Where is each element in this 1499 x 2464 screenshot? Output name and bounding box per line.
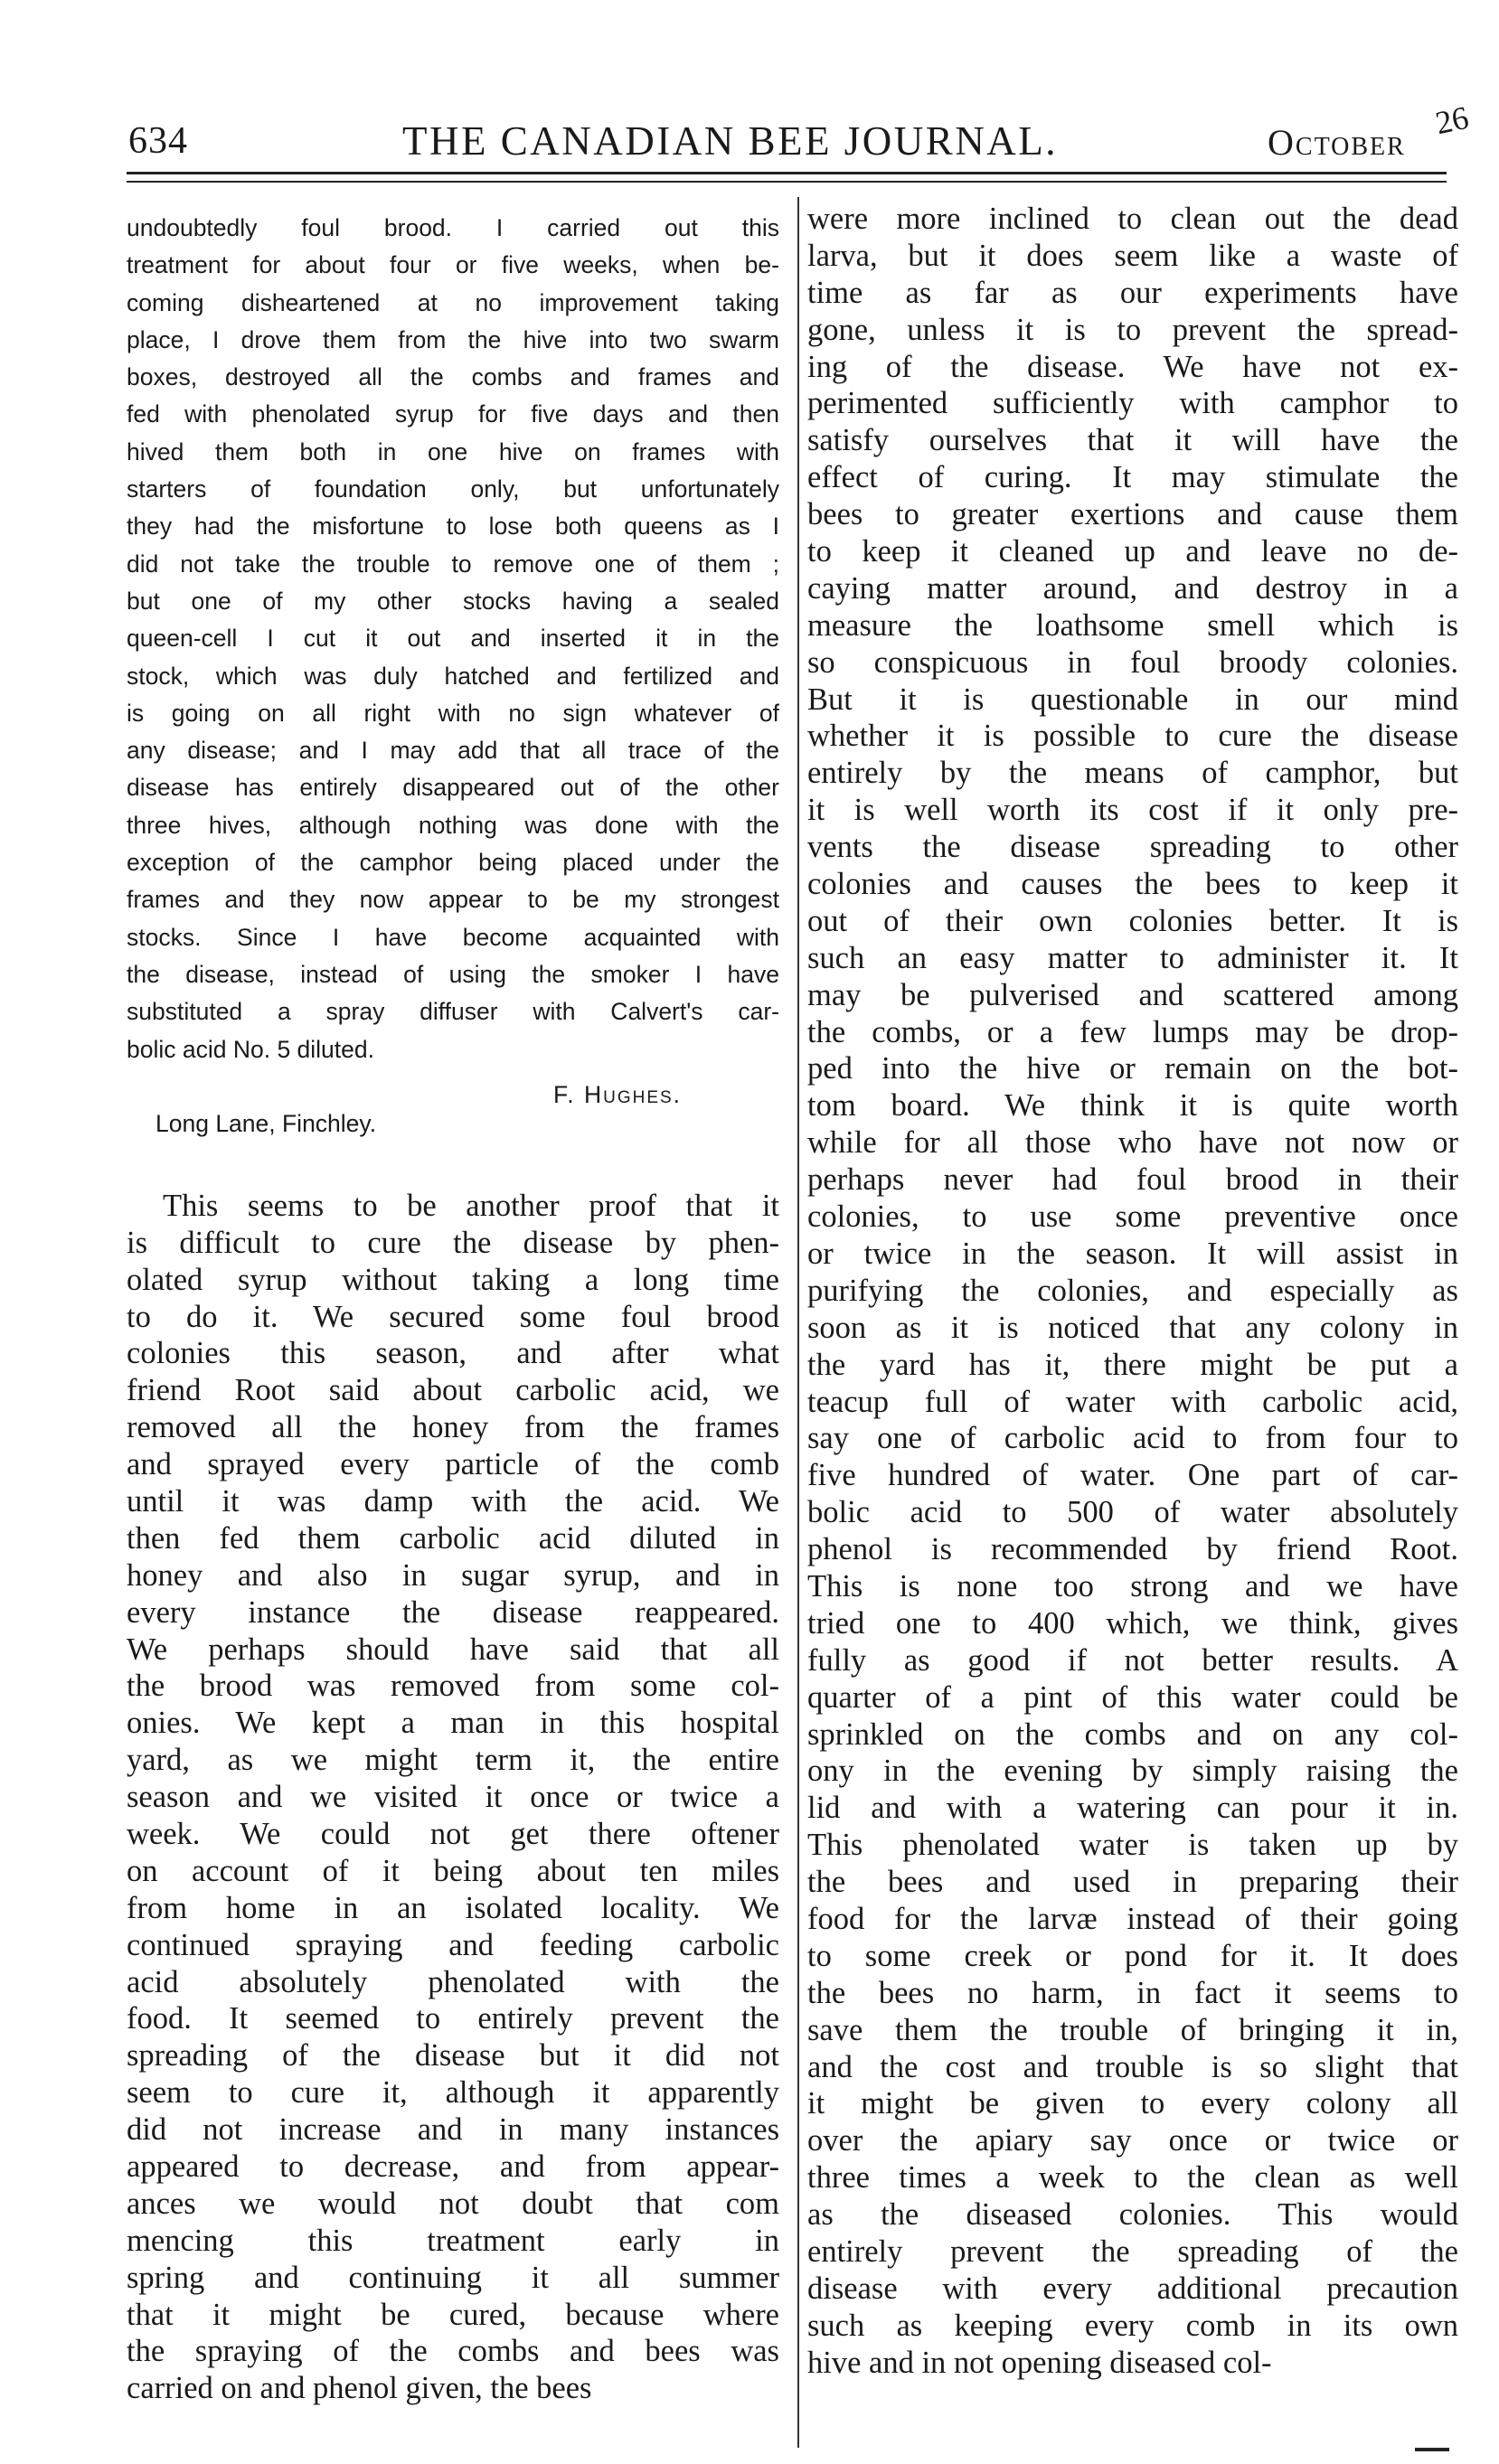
text-line: substituted a spray diffuser with Calvert's car-	[127, 998, 779, 1026]
text-line: carried on and phenol given, the bees	[127, 2371, 592, 2406]
text-line: or twice in the season. It will assist in	[807, 1236, 1458, 1271]
text-line: week. We could not get there oftener	[127, 1816, 779, 1851]
text-line: to keep it cleaned up and leave no de-	[807, 534, 1458, 569]
text-line: coming disheartened at no improvement taking	[127, 288, 779, 316]
text-line: tried one to 400 which, we think, gives	[807, 1605, 1458, 1641]
text-line: friend Root said about carbolic acid, we	[127, 1373, 779, 1408]
text-line: exception of the camphor being placed under the	[127, 849, 779, 877]
letter-location: Long Lane, Finchley.	[156, 1109, 377, 1137]
text-line: three hives, although nothing was done with the	[127, 811, 779, 839]
text-line: spring and continuing it all summer	[127, 2260, 779, 2295]
text-line: bees to greater exertions and cause them	[807, 497, 1458, 532]
text-line: quarter of a pint of this water could be	[807, 1679, 1458, 1715]
text-line: three times a week to the clean as well	[807, 2160, 1458, 2196]
text-line: We perhaps should have said that all	[127, 1632, 779, 1667]
text-line: bolic acid No. 5 diluted.	[127, 1035, 374, 1063]
letter-signature-block	[127, 1068, 779, 1137]
text-line: any disease; and I may add that all trace of the	[127, 737, 779, 765]
letter-signature: F. Hughes.	[553, 1080, 683, 1108]
text-line: disease with every additional precaution	[807, 2271, 1458, 2306]
text-line: it is well worth its cost if it only pre-	[807, 793, 1458, 828]
text-line: may be pulverised and scattered among	[807, 977, 1458, 1012]
text-line: then fed them carbolic acid diluted in	[127, 1520, 779, 1556]
text-line: entirely by the means of camphor, but	[807, 756, 1458, 791]
text-line: that it might be cured, because where	[127, 2297, 779, 2332]
text-line: sprinkled on the combs and on any col-	[807, 1716, 1458, 1752]
column-divider	[797, 197, 799, 2448]
text-line: did not increase and in many instances	[127, 2112, 779, 2148]
text-line: while for all those who have not now or	[807, 1125, 1458, 1161]
text-line: the bees and used in preparing their	[807, 1865, 1458, 1900]
right-column	[807, 201, 1458, 2382]
text-line: spreading of the disease but it did not	[127, 2038, 779, 2074]
text-line: food for the larvæ instead of their going	[807, 1901, 1458, 1936]
text-line: phenol is recommended by friend Root.	[807, 1532, 1458, 1567]
text-line: measure the loathsome smell which is	[807, 607, 1458, 643]
text-line: is difficult to cure the disease by phen-	[127, 1225, 779, 1260]
text-line: it might be given to every colony all	[807, 2086, 1458, 2121]
text-line: appeared to decrease, and from appear-	[127, 2149, 779, 2184]
text-line: the disease, instead of using the smoker I have	[127, 960, 779, 988]
text-line: This seems to be another proof that it	[163, 1188, 779, 1223]
text-line: mencing this treatment early in	[127, 2223, 779, 2258]
text-line: to some creek or pond for it. It does	[807, 1938, 1458, 1973]
text-line: place, I drove them from the hive into two swarm	[127, 325, 779, 353]
text-line: colonies, to use some preventive once	[807, 1199, 1458, 1235]
text-line: hived them both in one hive on frames with	[127, 437, 779, 466]
text-line: colonies this season, and after what	[127, 1336, 779, 1371]
text-line: every instance the disease reappeared.	[127, 1594, 779, 1630]
text-line: perhaps never had foul brood in their	[807, 1162, 1458, 1198]
text-line: starters of foundation only, but unfortunately	[127, 475, 779, 503]
text-line: effect of curing. It may stimulate the	[807, 460, 1458, 495]
left-column	[127, 210, 779, 2407]
text-line: queen-cell I cut it out and inserted it in the	[127, 625, 779, 653]
text-line: the yard has it, there might be put a	[807, 1347, 1458, 1382]
page-header	[127, 99, 1472, 174]
text-line: out of their own colonies better. It is	[807, 903, 1458, 938]
text-line: continued spraying and feeding carbolic	[127, 1927, 779, 1962]
text-line: they had the misfortune to lose both queens as I	[127, 513, 779, 541]
text-line: onies. We kept a man in this hospital	[127, 1706, 779, 1741]
text-line: food. It seemed to entirely prevent the	[127, 2001, 779, 2036]
text-line: tom board. We think it is quite worth	[807, 1088, 1458, 1124]
issue-month: October	[1268, 122, 1406, 163]
issue-day: 26	[1432, 99, 1472, 142]
text-line: vents the disease spreading to other	[807, 830, 1458, 865]
text-line: fed with phenolated syrup for five days and then	[127, 400, 779, 428]
editorial-comment-left	[127, 1188, 779, 2407]
editorial-comment-right	[807, 201, 1458, 2382]
text-line: This is none too strong and we have	[807, 1568, 1458, 1603]
text-line: the spraying of the combs and bees was	[127, 2334, 779, 2369]
page-number: 634	[128, 120, 188, 162]
text-line: soon as it is noticed that any colony in	[807, 1310, 1458, 1345]
text-line: yard, as we might term it, the entire	[127, 1743, 779, 1778]
text-line: over the apiary say once or twice or	[807, 2123, 1458, 2158]
text-line: acid absolutely phenolated with the	[127, 1964, 779, 1999]
text-line: This phenolated water is taken up by	[807, 1828, 1458, 1863]
text-line: the combs, or a few lumps may be drop-	[807, 1014, 1458, 1049]
text-line: say one of carbolic acid to from four to	[807, 1421, 1458, 1456]
text-line: teacup full of water with carbolic acid,	[807, 1384, 1458, 1419]
text-line: perimented sufficiently with camphor to	[807, 386, 1458, 421]
journal-title: THE CANADIAN BEE JOURNAL.	[402, 118, 1058, 164]
text-line: frames and they now appear to be my strongest	[127, 886, 779, 914]
text-line: removed all the honey from the frames	[127, 1410, 779, 1445]
text-line: save them the trouble of bringing it in,	[807, 2012, 1458, 2047]
text-line: stock, which was duly hatched and fertilized and	[127, 662, 779, 690]
text-line: such as keeping every comb in its own	[807, 2308, 1458, 2343]
text-line: season and we visited it once or twice a	[127, 1780, 779, 1815]
text-line: stocks. Since I have become acquainted with	[127, 923, 779, 951]
text-line: ped into the hive or remain on the bot-	[807, 1051, 1458, 1086]
text-line: entirely prevent the spreading of the	[807, 2234, 1458, 2269]
text-line: and the cost and trouble is so slight that	[807, 2049, 1458, 2084]
text-line: caying matter around, and destroy in a	[807, 570, 1458, 606]
text-line: purifying the colonies, and especially as	[807, 1273, 1458, 1308]
text-line: as the diseased colonies. This would	[807, 2197, 1458, 2233]
text-line: disease has entirely disappeared out of the other	[127, 774, 779, 802]
header-rule-top	[127, 172, 1447, 174]
text-line: whether it is possible to cure the disease	[807, 719, 1458, 754]
text-line: seem to cure it, although it apparently	[127, 2075, 779, 2111]
text-line: gone, unless it is to prevent the spread-	[807, 312, 1458, 347]
text-line: colonies and causes the bees to keep it	[807, 867, 1458, 902]
text-line: so conspicuous in foul broody colonies.	[807, 644, 1458, 680]
reader-letter	[127, 210, 779, 1068]
text-line: lid and with a watering can pour it in.	[807, 1791, 1458, 1826]
text-line: undoubtedly foul brood. I carried out this	[127, 214, 779, 241]
text-line: larva, but it does seem like a waste of	[807, 238, 1458, 273]
text-line: five hundred of water. One part of car-	[807, 1458, 1458, 1493]
text-line: bolic acid to 500 of water absolutely	[807, 1495, 1458, 1530]
text-line: and sprayed every particle of the comb	[127, 1447, 779, 1482]
text-line: hive and in not opening diseased col-	[807, 2345, 1272, 2380]
text-line: time as far as our experiments have	[807, 275, 1458, 310]
text-line: such an easy matter to administer it. It	[807, 940, 1458, 975]
text-line: were more inclined to clean out the dead	[807, 202, 1458, 236]
text-line: ony in the evening by simply raising the	[807, 1754, 1458, 1789]
text-line: boxes, destroyed all the combs and frames and	[127, 363, 779, 391]
header-rule-bottom	[127, 181, 1447, 183]
text-line: until it was damp with the acid. We	[127, 1483, 779, 1519]
text-line: from home in an isolated locality. We	[127, 1890, 779, 1925]
page-corner-mark	[1415, 2448, 1449, 2451]
text-line: the brood was removed from some col-	[127, 1669, 779, 1704]
text-line: olated syrup without taking a long time	[127, 1262, 779, 1297]
text-line: is going on all right with no sign whatever of	[127, 699, 779, 727]
text-line: did not take the trouble to remove one of them ;	[127, 550, 779, 578]
text-line: the bees no harm, in fact it seems to	[807, 1975, 1458, 2010]
text-line: ing of the disease. We have not ex-	[807, 349, 1458, 384]
text-line: to do it. We secured some foul brood	[127, 1299, 779, 1334]
text-line: on account of it being about ten miles	[127, 1853, 779, 1888]
text-line: honey and also in sugar syrup, and in	[127, 1557, 779, 1593]
text-line: ances we would not doubt that com	[127, 2186, 779, 2221]
text-line: fully as good if not better results. A	[807, 1642, 1458, 1678]
text-line: satisfy ourselves that it will have the	[807, 423, 1458, 458]
text-line: But it is questionable in our mind	[807, 682, 1458, 717]
text-line: treatment for about four or five weeks, when be-	[127, 251, 779, 279]
text-line: but one of my other stocks having a sealed	[127, 587, 779, 615]
